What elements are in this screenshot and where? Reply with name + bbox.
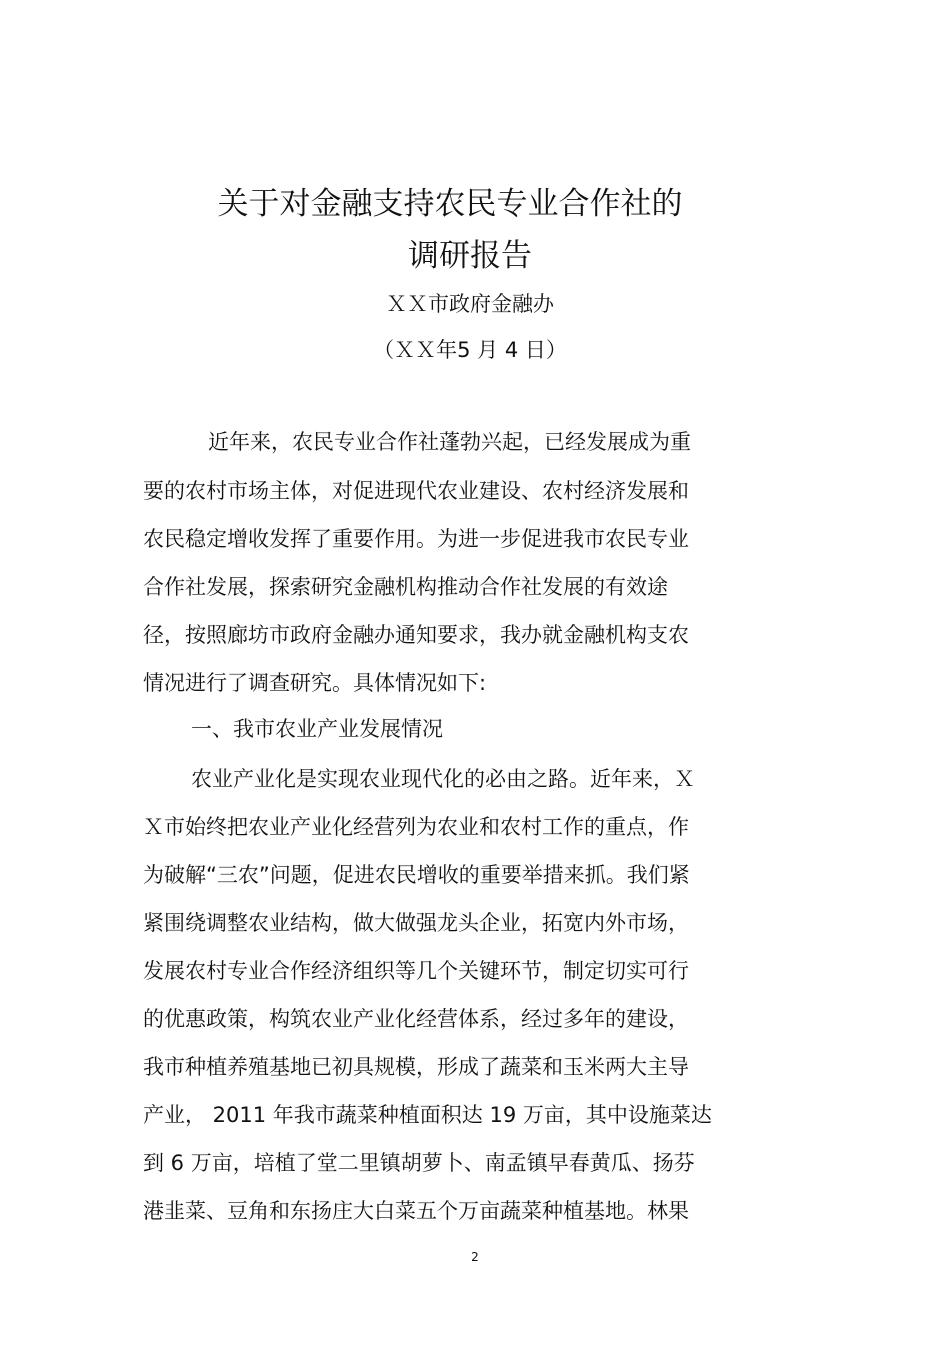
body-line-13: 的优惠政策，构筑农业产业化经营体系，经过多年的建设， (143, 1007, 689, 1031)
body-line-17: 港韭菜、豆角和东扬庄大白菜五个万亩蔬菜种植基地。林果 (143, 1199, 689, 1223)
body-line-3: 农民稳定增收发挥了重要作用。为进一步促进我市农民专业 (143, 527, 689, 551)
body-line-15: 产业， 2011 年我市蔬菜种植面积达 19 万亩，其中设施菜达 (143, 1103, 712, 1127)
document-title-line-2: 调研报告 (408, 238, 532, 274)
section-heading: 一、我市农业产业发展情况 (191, 717, 443, 741)
body-line-4: 合作社发展，探索研究金融机构推动合作社发展的有效途 (143, 575, 668, 599)
document-title-line-1: 关于对金融支持农民专业合作社的 (217, 186, 683, 222)
body-line-11: 紧围绕调整农业结构，做大做强龙头企业，拓宽内外市场， (143, 911, 689, 935)
body-line-6: 情况进行了调查研究。具体情况如下: (143, 671, 487, 695)
body-line-8: 农业产业化是实现农业现代化的必由之路。近年来，Ｘ (191, 767, 695, 791)
document-author: ＸＸ市政府金融办 (386, 292, 554, 316)
document-date: （ＸＸ年5 月 4 日） (373, 338, 567, 362)
body-line-14: 我市种植养殖基地已初具规模，形成了蔬菜和玉米两大主导 (143, 1055, 689, 1079)
body-line-1: 近年来，农民专业合作社蓬勃兴起，已经发展成为重 (208, 430, 691, 454)
body-line-2: 要的农村市场主体，对促进现代农业建设、农村经济发展和 (143, 479, 689, 503)
body-line-10: 为破解“三农”问题，促进农民增收的重要举措来抓。我们紧 (143, 863, 690, 887)
body-line-16: 到 6 万亩，培植了堂二里镇胡萝卜、南孟镇早春黄瓜、扬芬 (143, 1151, 695, 1175)
body-line-12: 发展农村专业合作经济组织等几个关键环节，制定切实可行 (143, 959, 689, 983)
page-number: 2 (471, 1250, 479, 1264)
body-line-9: Ｘ市始终把农业产业化经营列为农业和农村工作的重点，作 (143, 815, 689, 839)
body-line-5: 径，按照廊坊市政府金融办通知要求，我办就金融机构支农 (143, 623, 689, 647)
